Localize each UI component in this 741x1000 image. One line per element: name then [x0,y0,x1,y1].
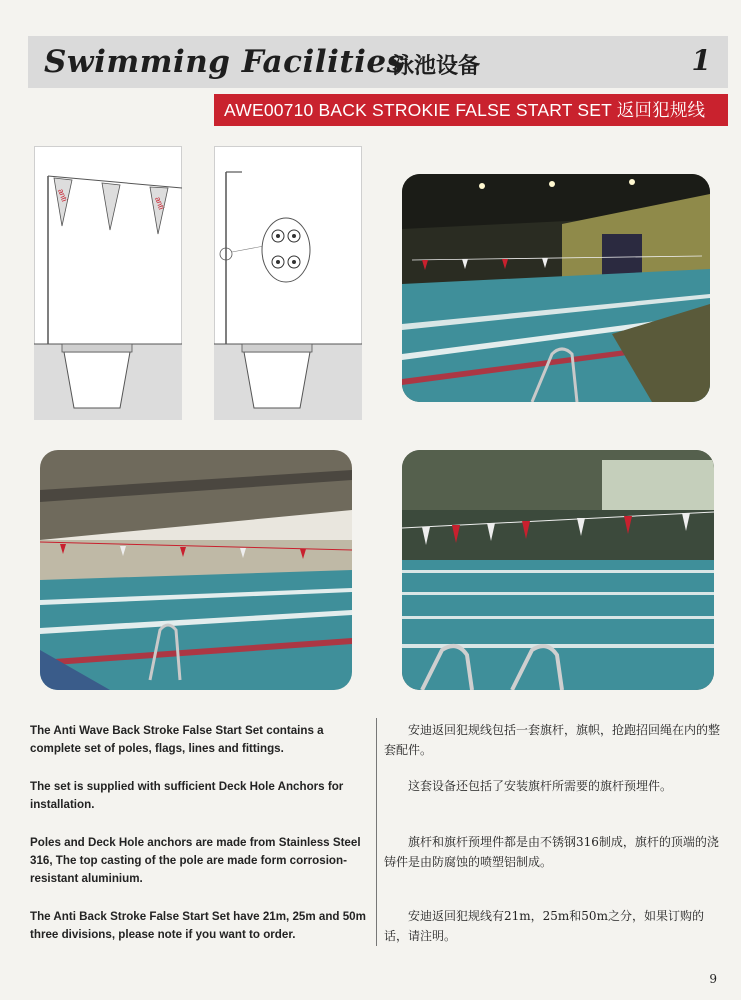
pool-photo-1 [402,174,710,402]
description-en-1: The Anti Wave Back Stroke False Start Set contains a complete set of poles, flags, lines and fittings. [30,724,324,755]
flag-pole-drawing [34,146,182,420]
pool-photo-1-image [402,174,710,402]
section-number: 1 [691,44,711,77]
pool-photo-2 [40,450,352,690]
product-banner: AWE00710 BACK STROKIE FALSE START SET 返回犯规线 [214,94,728,126]
description-en-3: Poles and Deck Hole anchors are made from Stainless Steel 316, The top casting of the pole are made form corrosion-resistant aluminium. [30,836,361,885]
pool-photo-3 [402,450,714,690]
pool-photo-3-image [402,450,714,690]
diagram-flag-pole [34,146,182,420]
description-cn-3: 旗杆和旗杆预埋件都是由不锈钢316制成，旗杆的顶端的浇铸件是由防腐蚀的喷塑铝制成。 [384,835,719,869]
page-number: 9 [709,972,717,986]
flag-label: anti [153,195,166,211]
description-en-2: The set is supplied with sufficient Deck Hole Anchors for installation. [30,780,344,811]
description-cn-2: 这套设备还包括了安装旗杆所需要的旗杆预埋件。 [408,779,673,793]
diagram-anchor-detail [214,146,362,420]
description-cn-4: 安迪返回犯规线有21m，25m和50m之分，如果订购的话，请注明。 [384,909,704,943]
description-cn-1: 安迪返回犯规线包括一套旗杆，旗帜，抢跑招回绳在内的整套配件。 [384,723,721,757]
page-title: Swimming Facilities [44,44,405,80]
pool-photo-2-image [40,450,352,690]
page-title-cn: 泳池设备 [392,54,481,79]
description-en-4: The Anti Back Stroke False Start Set have 21m, 25m and 50m three divisions, please note if you want to order. [30,910,366,941]
flag-label: anti [56,187,69,203]
column-divider [376,718,377,946]
anchor-detail-drawing [214,146,362,420]
